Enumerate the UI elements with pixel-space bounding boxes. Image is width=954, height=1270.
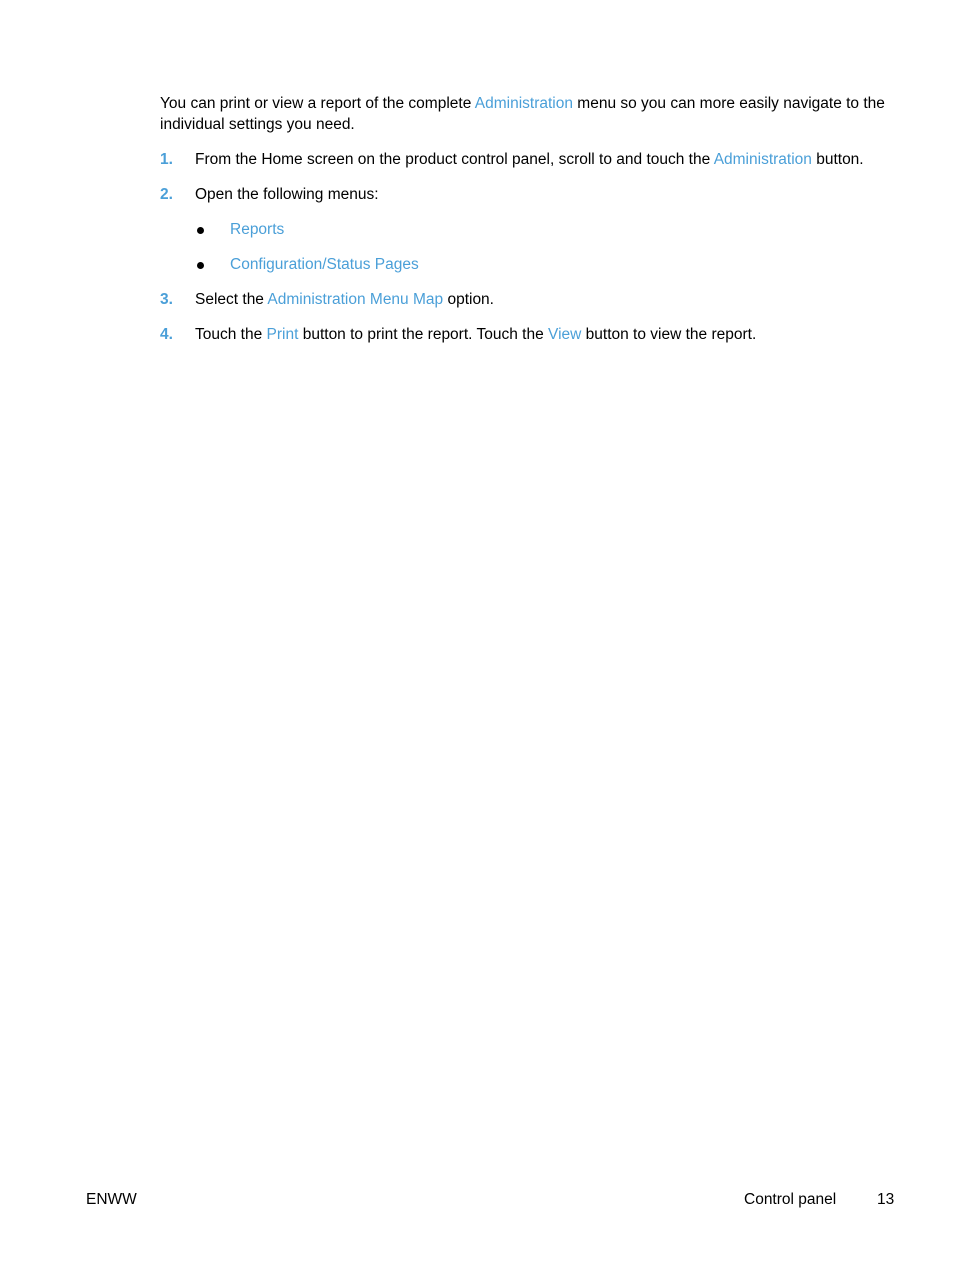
step-text-before: From the Home screen on the product control panel, scroll to and touch the [195, 151, 714, 168]
print-link[interactable]: Print [266, 326, 299, 343]
configuration-status-pages-link[interactable]: Configuration/Status Pages [230, 256, 419, 273]
step-text-after: button to view the report. [581, 326, 757, 343]
step-number: 4. [160, 326, 173, 343]
view-link[interactable]: View [548, 326, 582, 343]
step-text: Open the following menus: [195, 186, 379, 203]
step-text-before: Touch the [195, 326, 267, 343]
page-content [160, 93, 890, 359]
step-text-before: Select the [195, 291, 268, 308]
footer-page-number: 13 [877, 1191, 895, 1208]
step-text-middle: button to print the report. Touch the [298, 326, 549, 343]
reports-link[interactable]: Reports [230, 221, 285, 238]
bullet-icon [197, 262, 204, 269]
step-number: 1. [160, 151, 173, 168]
intro-text-after: menu so you can more easily navigate to the individual settings you need. [160, 95, 885, 133]
list-item [195, 254, 890, 275]
step-number: 3. [160, 291, 173, 308]
administration-link[interactable]: Administration [474, 95, 573, 112]
administration-menu-map-link[interactable]: Administration Menu Map [267, 291, 444, 308]
step-number: 2. [160, 186, 173, 203]
administration-button-link[interactable]: Administration [713, 151, 812, 168]
list-item [195, 219, 890, 240]
footer-locale: ENWW [86, 1191, 137, 1208]
bullet-icon [197, 227, 204, 234]
step-3 [160, 289, 890, 310]
step-text-after: button. [811, 151, 864, 168]
intro-paragraph [160, 93, 890, 135]
step-text-after: option. [443, 291, 494, 308]
footer-section-title: Control panel [744, 1191, 837, 1208]
intro-text-before: You can print or view a report of the complete [160, 95, 475, 112]
step-4 [160, 324, 890, 345]
step-1 [160, 149, 890, 170]
step-2 [160, 184, 890, 205]
menu-bullet-list [195, 219, 890, 275]
